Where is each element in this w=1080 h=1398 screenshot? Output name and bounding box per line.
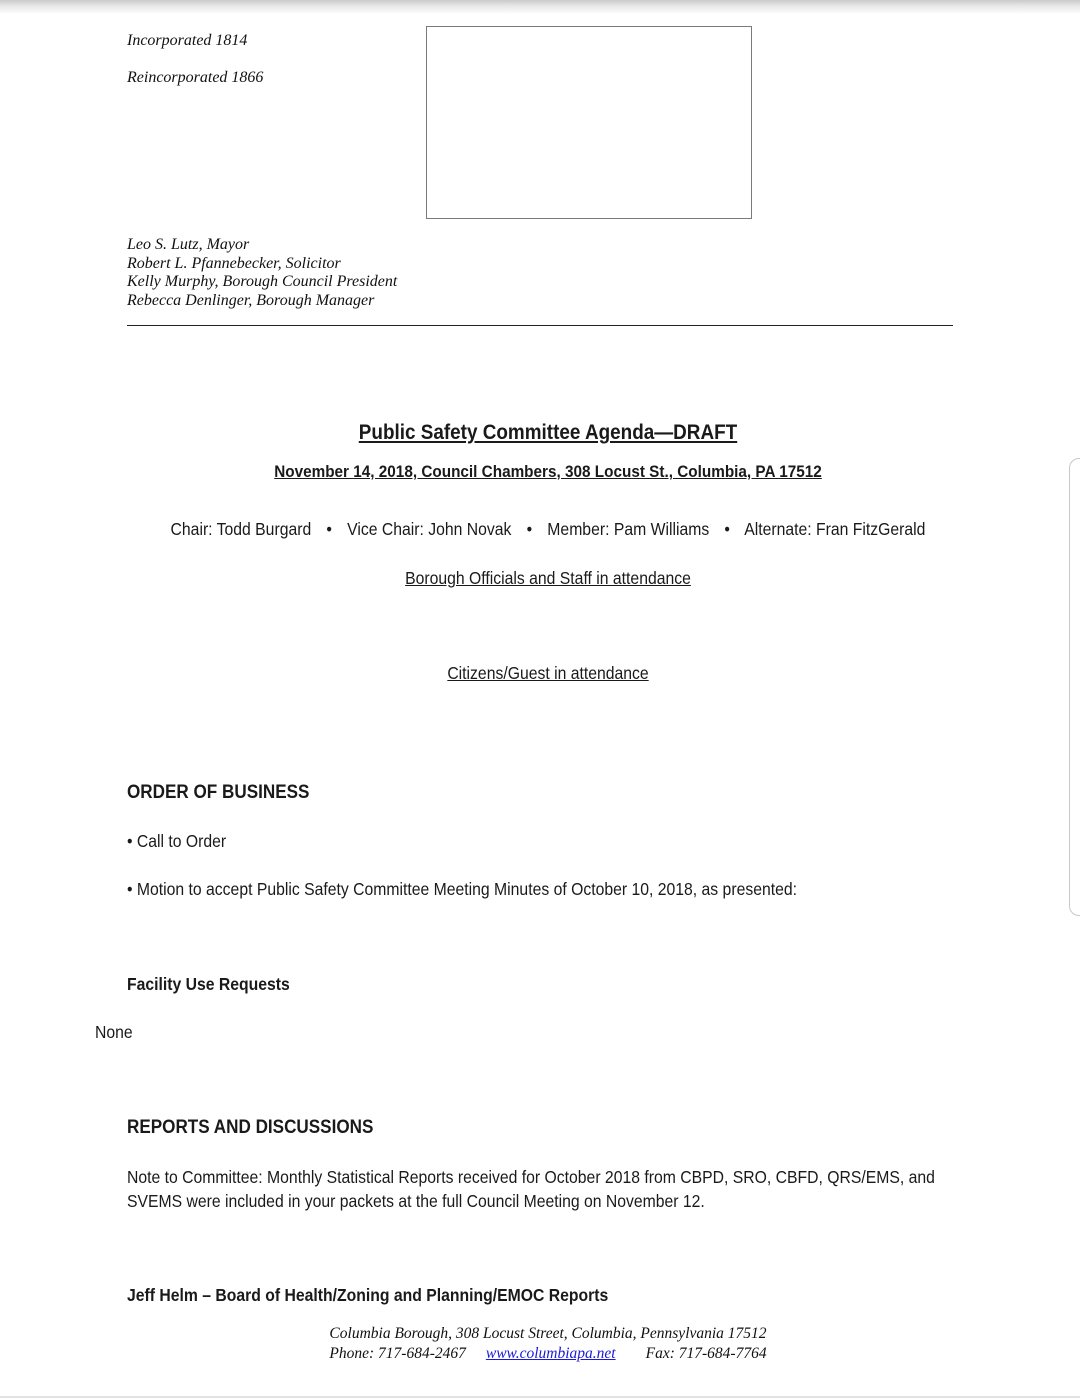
facility-use-value: None <box>95 1022 133 1042</box>
logo-placeholder <box>426 26 752 219</box>
member-member: Member: Pam Williams <box>547 519 710 539</box>
order-of-business-heading: ORDER OF BUSINESS <box>127 782 310 803</box>
footer-address: Columbia Borough, 308 Locust Street, Columbia, Pennsylvania 17512 <box>329 1325 767 1342</box>
officials-attendance-heading: Borough Officials and Staff in attendance <box>405 568 691 588</box>
letterhead-divider <box>127 325 953 326</box>
citizens-attendance-heading: Citizens/Guest in attendance <box>447 663 649 683</box>
member-vice-chair: Vice Chair: John Novak <box>347 519 512 539</box>
agenda-subtitle: November 14, 2018, Council Chambers, 308 Locust St., Columbia, PA 17512 <box>274 462 822 481</box>
footer-phone: Phone: 717-684-2467 <box>329 1345 466 1362</box>
viewer-top-shadow <box>0 0 1080 14</box>
separator-dot: • <box>526 519 533 539</box>
separator-dot: • <box>724 519 730 539</box>
reports-note: Note to Committee: Monthly Statistical Reports received for October 2018 from CBPD, SRO, CBFD, QRS/EMS, and SVEMS were included in your packets at the full Council Meeting on November 12. <box>127 1167 935 1211</box>
agenda-title: Public Safety Committee Agenda—DRAFT <box>358 421 738 444</box>
agenda-item-call-to-order: • Call to Order <box>127 831 227 851</box>
member-alternate: Alternate: Fran FitzGerald <box>744 519 926 539</box>
facility-use-heading: Facility Use Requests <box>127 974 290 994</box>
reports-heading: REPORTS AND DISCUSSIONS <box>127 1117 374 1138</box>
agenda-item-motion-minutes: • Motion to accept Public Safety Committee Meeting Minutes of October 10, 2018, as presented: <box>127 879 797 899</box>
separator-dot: • <box>326 519 332 539</box>
side-panel-handle[interactable] <box>1069 458 1080 916</box>
footer-contact <box>0 1345 1080 1363</box>
official-council-president: Kelly Murphy, Borough Council President <box>127 273 398 290</box>
jeff-helm-reports-heading: Jeff Helm – Board of Health/Zoning and Planning/EMOC Reports <box>127 1285 609 1305</box>
official-solicitor: Robert L. Pfannebecker, Solicitor <box>127 254 341 272</box>
officials-list <box>127 236 397 310</box>
official-mayor: Leo S. Lutz, Mayor <box>127 236 250 253</box>
footer-fax: Fax: 717-684-7764 <box>645 1345 767 1362</box>
member-chair: Chair: Todd Burgard <box>170 519 312 539</box>
official-borough-manager: Rebecca Denlinger, Borough Manager <box>127 291 375 309</box>
footer-website-link[interactable]: www.columbiapa.net <box>485 1345 616 1362</box>
reincorporated-text: Reincorporated 1866 <box>127 69 264 86</box>
incorporated-text: Incorporated 1814 <box>127 32 248 49</box>
committee-members <box>55 519 1041 540</box>
